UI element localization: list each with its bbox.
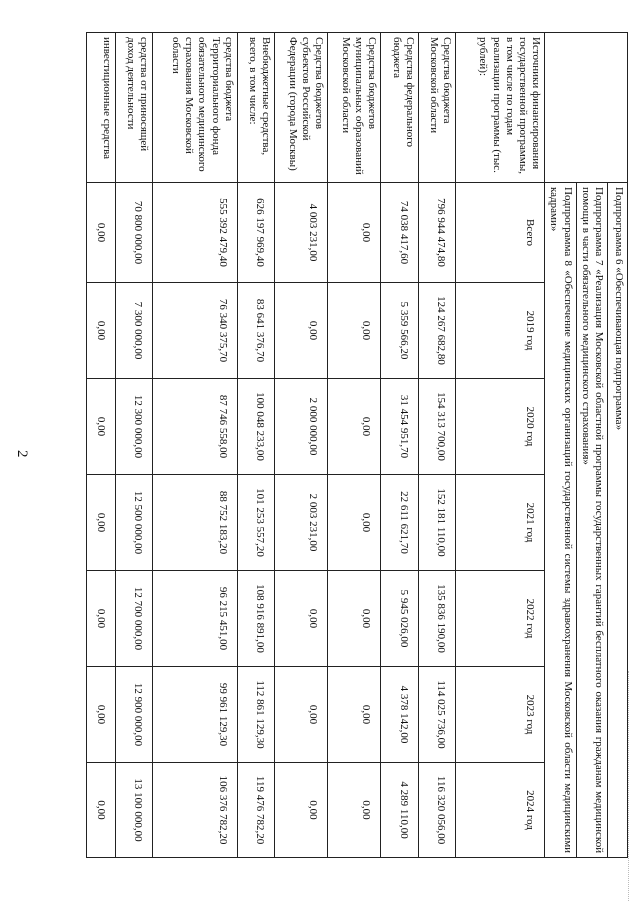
column-header-total: Всего (456, 183, 545, 283)
cell-value: 108 916 891,00 (237, 571, 274, 667)
table-row (418, 33, 455, 858)
cell-value: 4 289 110,00 (381, 763, 418, 858)
cell-value: 0,00 (328, 283, 381, 379)
table-row (87, 33, 116, 858)
cell-value: 626 197 969,40 (237, 183, 274, 283)
cell-value: 116 320 056,00 (418, 763, 455, 858)
cell-value: 4 003 231,00 (275, 183, 328, 283)
scan-edge-divider (628, 671, 632, 901)
cell-value: 0,00 (328, 379, 381, 475)
cell-value: 119 476 782,20 (237, 763, 274, 858)
cell-value: 31 454 951,70 (381, 379, 418, 475)
table-row (381, 33, 418, 858)
cell-value: 0,00 (275, 763, 328, 858)
cell-value: 0,00 (275, 571, 328, 667)
header-left: Источники финансирования государственной программы, в том числе по годам реализации программы (тыс. рублей): (456, 33, 545, 183)
cell-value: 12 300 000,00 (115, 379, 152, 475)
cell-value: 100 048 233,00 (237, 379, 274, 475)
row-label: средства от приносящей доход деятельности (115, 33, 152, 183)
subprogram-row (608, 33, 628, 858)
table-row (328, 33, 381, 858)
cell-value: 96 215 451,00 (153, 571, 238, 667)
row-label: Внебюджетные средства, всего, в том числе: (237, 33, 274, 183)
financing-table (86, 32, 628, 858)
cell-value: 0,00 (87, 667, 116, 763)
cell-value: 0,00 (87, 571, 116, 667)
cell-value: 88 752 183,20 (153, 475, 238, 571)
cell-value: 112 861 129,30 (237, 667, 274, 763)
column-header-2021: 2021 год (456, 475, 545, 571)
cell-value: 5 945 026,00 (381, 571, 418, 667)
cell-value: 0,00 (275, 283, 328, 379)
cell-value: 70 800 000,00 (115, 183, 152, 283)
row-label: Средства федерального бюджета (381, 33, 418, 183)
cell-value: 555 392 479,40 (153, 183, 238, 283)
cell-value: 796 944 474,80 (418, 183, 455, 283)
cell-value: 0,00 (328, 183, 381, 283)
cell-value: 22 611 621,70 (381, 475, 418, 571)
cell-value: 2 000 000,00 (275, 379, 328, 475)
row-label: инвестиционные средства (87, 33, 116, 183)
cell-value: 0,00 (87, 283, 116, 379)
cell-value: 12 900 000,00 (115, 667, 152, 763)
cell-value: 83 641 376,70 (237, 283, 274, 379)
column-header-2019: 2019 год (456, 283, 545, 379)
column-header-2023: 2023 год (456, 667, 545, 763)
cell-value: 114 025 736,00 (418, 667, 455, 763)
cell-value: 13 100 000,00 (115, 763, 152, 858)
cell-value: 99 961 129,30 (153, 667, 238, 763)
cell-value: 12 500 000,00 (115, 475, 152, 571)
cell-value: 12 700 000,00 (115, 571, 152, 667)
subprogram-8: Подпрограмма 8 «Обеспечение медицинских организаций государственной системы здравоохранения Московской области медицинскими кадрами» (545, 183, 576, 858)
cell-value: 7 300 000,00 (115, 283, 152, 379)
table-row (115, 33, 152, 858)
cell-value: 0,00 (87, 183, 116, 283)
cell-value: 101 253 557,20 (237, 475, 274, 571)
cell-value: 87 746 558,00 (153, 379, 238, 475)
table-row (153, 33, 238, 858)
cell-value: 0,00 (328, 475, 381, 571)
cell-value: 0,00 (328, 667, 381, 763)
row-label: Средства бюджета Московской области (418, 33, 455, 183)
cell-value: 0,00 (275, 667, 328, 763)
cell-value: 106 376 782,20 (153, 763, 238, 858)
column-header-2024: 2024 год (456, 763, 545, 858)
cell-value: 5 359 566,20 (381, 283, 418, 379)
rotated-table-wrapper (86, 32, 628, 857)
cell-value: 0,00 (328, 571, 381, 667)
page-number: 2 (14, 450, 30, 458)
cell-value: 152 181 110,00 (418, 475, 455, 571)
cell-value: 154 313 700,00 (418, 379, 455, 475)
cell-value: 0,00 (328, 763, 381, 858)
subprogram-7: Подпрограмма 7 «Реализация Московской областной программы государственных гарантий бесплатного оказания гражданам медицинской помощи в части обязательного медицинского страхования» (576, 183, 607, 858)
cell-value: 135 836 190,00 (418, 571, 455, 667)
column-header-2020: 2020 год (456, 379, 545, 475)
cell-value: 0,00 (87, 379, 116, 475)
row-label: Средства бюджетов муниципальных образований Московской области (328, 33, 381, 183)
cell-value: 2 003 231,00 (275, 475, 328, 571)
cell-value: 0,00 (87, 763, 116, 858)
cell-value: 4 378 142,00 (381, 667, 418, 763)
cell-value: 124 267 682,80 (418, 283, 455, 379)
row-label: средства бюджета Территориального фонда обязательного медицинского страхования Московской области (153, 33, 238, 183)
row-label: Средства бюджетов субъектов Российской Федерации (города Москвы) (275, 33, 328, 183)
cell-value: 74 038 417,60 (381, 183, 418, 283)
table-row (237, 33, 274, 858)
header-row (456, 33, 545, 858)
column-header-2022: 2022 год (456, 571, 545, 667)
cell-value: 76 340 375,70 (153, 283, 238, 379)
cell-value: 0,00 (87, 475, 116, 571)
table-row (275, 33, 328, 858)
subprogram-6: Подпрограмма 6 «Обеспечивающая подпрограмма» (608, 183, 628, 858)
